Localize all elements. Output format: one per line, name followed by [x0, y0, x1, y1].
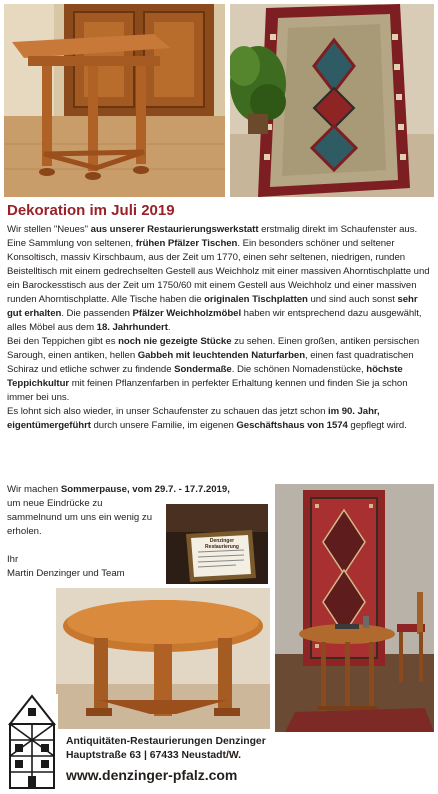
- paragraph-rugs: Bei den Teppichen gibt es noch nie gezeigte Stücke zu sehen. Einen großen, antiken persischen Sarough, einen antiken, hellen Gabbeh mit leuchtenden Naturfarben, einen fast quadratischen Schiraz und etliche schwer zu findende Sondermaße. Die schönen Nomadenstücke, höchste Teppichkultur mit feinen Pflanzenfarben in perfekter Erhaltung kennen und finden Sie ja schon immer bei uns.: [7, 336, 420, 403]
- signature: Martin Denzinger und Team: [7, 568, 125, 579]
- page-title: Dekoration im Juli 2019: [7, 202, 175, 219]
- photo-baroque-table: [56, 588, 270, 729]
- website-link[interactable]: www.denzinger-pfalz.com: [66, 767, 238, 783]
- photo-shop-sign: [166, 504, 268, 584]
- greeting: Ihr: [7, 554, 19, 565]
- summer-break-dates: Wir machen Sommerpause, vom 29.7. - 17.7.2019,: [7, 484, 230, 495]
- photo-console-table: [4, 4, 225, 197]
- photo-rug-display: [275, 484, 434, 732]
- paragraph-tables: Wir stellen "Neues" aus unserer Restaurierungswerkstatt erstmalig direkt im Schaufenster aus. Eine Sammlung von seltenen, frühen Pfälzer Tischen. Ein besonders schöner und seltener Konsoltisch, massiv Kirschbaum, aus der Zeit um 1770, einen sehr seltenen, niedrigen, runden Beistelltisch mit einem gedrechselten Gestell aus Weichholz mit einer massiven Ahorntischplatte und ein Barockesstisch aus der Zeit um 1750/60 mit einem Gestell aus Weichholz und einer massiven runden Ahorntischplatte. Alle Tische haben die originalen Tischplatten und sind auch sonst sehr gut erhalten. Die passenden Pfälzer Weichholzmöbel haben wir entsprechend dazu ausgewählt, alles Möbel aus dem 18. Jahrhundert.: [7, 224, 430, 333]
- company-address: Hauptstraße 63 | 67433 Neustadt/W.: [66, 750, 241, 761]
- building-logo-icon: [6, 694, 58, 790]
- article-body: [7, 223, 432, 433]
- company-footer: [66, 735, 266, 785]
- photo-gabbeh-rug: [230, 4, 434, 197]
- signature-block: [7, 553, 125, 581]
- company-name: Antiquitäten-Restaurierungen Denzinger: [66, 736, 266, 747]
- sign-caption: Denzinger Restaurierung: [205, 538, 239, 550]
- summer-break-text: um neue Eindrücke zu sammelnund um uns ein wenig zu erholen.: [7, 498, 153, 537]
- paragraph-showroom: Es lohnt sich also wieder, in unser Schaufenster zu schauen das jetzt schon im 90. Jahr, eigentümergeführt durch unsere Familie, im eigenen Geschäftshaus von 1574 gepflegt wird.: [7, 406, 407, 431]
